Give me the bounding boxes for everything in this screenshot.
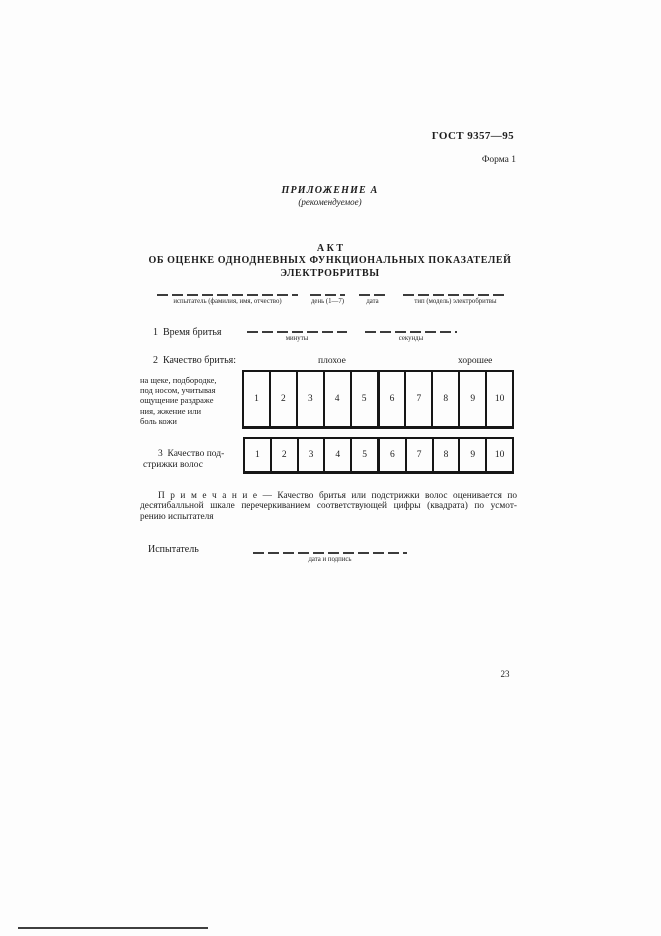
seconds-field (365, 331, 457, 342)
scale-cell: 7 (404, 372, 431, 426)
scale-cell: 4 (323, 439, 350, 471)
scale-cell: 3 (297, 439, 324, 471)
signature-fill-line (253, 552, 407, 554)
signature-label: Испытатель (148, 544, 199, 555)
scale-cell: 9 (458, 439, 485, 471)
item3-label-line1: 3 Качество под- (158, 449, 225, 459)
item2-description (140, 375, 246, 426)
minutes-caption: минуты (285, 335, 309, 343)
signature-field (253, 552, 407, 563)
date-caption: дата (366, 298, 379, 306)
item3-label-line2: стрижки волос (143, 460, 203, 470)
item2-desc-line1: на щеке, подбородке, (140, 375, 217, 385)
item1-label: 1 Время бритья (153, 327, 222, 338)
note-paragraph (140, 491, 517, 522)
scale-cell: 2 (270, 439, 297, 471)
tester-name-field (157, 294, 298, 305)
note-line1: П р и м е ч а н и е — Качество бритья или подстрижки волос оценивается по (158, 491, 517, 501)
scale-good-label: хорошее (458, 356, 493, 366)
act-title: А К Т (316, 243, 344, 254)
scale-cell: 6 (377, 439, 405, 471)
minutes-field (247, 331, 347, 342)
form-label: Форма 1 (481, 155, 516, 165)
signature-caption: дата и подпись (308, 556, 352, 564)
scale-cell: 1 (254, 394, 259, 404)
tester-fill-line (157, 294, 298, 296)
page-number: 23 (500, 669, 510, 679)
seconds-caption: секунды (398, 335, 424, 343)
day-fill-line (310, 294, 345, 296)
item2-desc-line3: ощущение раздраже (140, 395, 214, 406)
day-field (310, 294, 345, 305)
trimming-quality-scale (243, 437, 514, 474)
scale-cell: 4 (323, 372, 350, 426)
scale-bad-label: плохое (318, 356, 346, 366)
doc-number: ГОСТ 9357—95 (431, 130, 514, 142)
scale-cell: 8 (431, 372, 458, 426)
date-field (359, 294, 386, 305)
day-caption: день (1—7) (310, 298, 345, 306)
appendix-title: ПРИЛОЖЕНИЕ А (281, 185, 379, 196)
scale-cell: 10 (485, 372, 512, 426)
shaver-type-fill-line (403, 294, 508, 296)
scale-cell: 5 (350, 439, 377, 471)
shaver-type-field (403, 294, 508, 305)
item2-desc-line5: боль кожи (140, 415, 177, 426)
appendix-subtitle: (рекомендуемое) (298, 197, 362, 207)
act-subtitle-line2: ЭЛЕКТРОБРИТВЫ (280, 268, 380, 279)
act-subtitle-line1: ОБ ОЦЕНКЕ ОДНОДНЕВНЫХ ФУНКЦИОНАЛЬНЫХ ПОКАЗАТЕЛЕЙ (148, 255, 512, 266)
scale-cell: 10 (485, 439, 512, 471)
seconds-fill-line (365, 331, 457, 333)
note-line3: рению испытателя (140, 511, 214, 522)
scale-cell: 8 (432, 439, 459, 471)
note-line2: десятибалльной шкале перечеркиванием соответствующей цифры (квадрата) по усмот- (140, 501, 517, 512)
scale-cell: 2 (269, 372, 296, 426)
tester-caption: испытатель (фамилия, имя, отчество) (173, 298, 282, 306)
scale-cell: 3 (296, 372, 323, 426)
scan-artifact-line (18, 927, 208, 929)
item2-label: 2 Качество бритья: (153, 355, 237, 366)
scale-cell: 6 (377, 372, 405, 426)
scale-cell: 1 (255, 450, 260, 460)
shaving-quality-scale (242, 370, 514, 429)
scale-cell: 7 (405, 439, 432, 471)
minutes-fill-line (247, 331, 347, 333)
scale-cell: 5 (350, 372, 377, 426)
date-fill-line (359, 294, 386, 296)
item2-desc-line2: под носом, учитывая (140, 385, 216, 396)
scale-cell: 9 (458, 372, 485, 426)
item2-desc-line4: ния, жжение или (140, 405, 201, 416)
shaver-type-caption: тип (модель) электробритвы (414, 298, 497, 306)
